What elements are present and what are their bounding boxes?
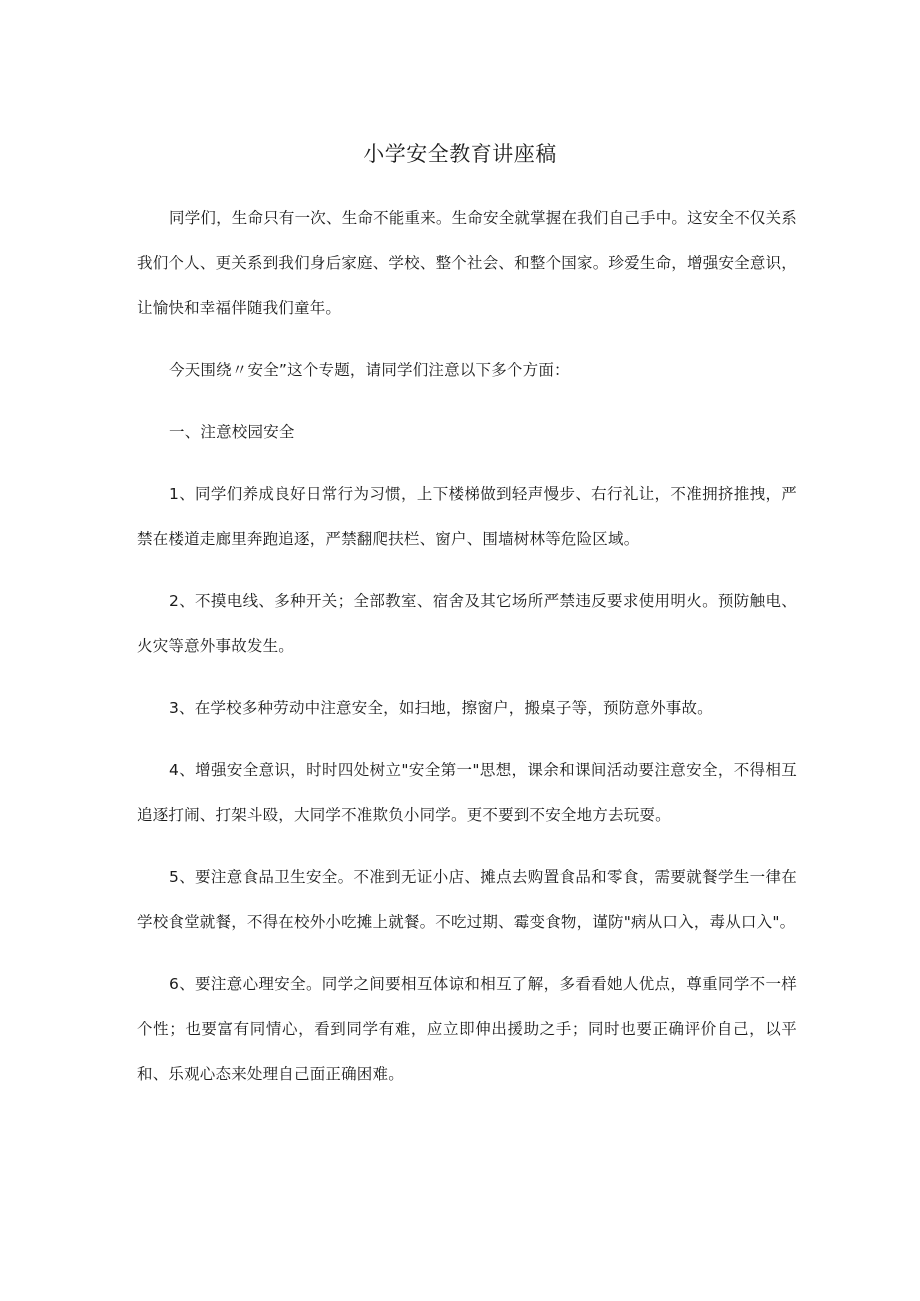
item-1-paragraph: 1、同学们养成良好日常行为习惯，上下楼梯做到轻声慢步、右行礼让，不准拥挤推拽，严禁在楼道走廊里奔跑追逐，严禁翻爬扶栏、窗户、围墙树林等危险区域。 bbox=[137, 485, 797, 548]
topic-paragraph: 今天围绕〃安全”这个专题，请同学们注意以下多个方面： bbox=[169, 361, 570, 379]
item-2-paragraph: 2、不摸电线、多种开关；全部教室、宿舍及其它场所严禁违反要求使用明火。预防触电、火灾等意外事故发生。 bbox=[137, 592, 797, 655]
document-title: 小学安全教育讲座稿 bbox=[363, 142, 557, 166]
section-heading: 一、注意校园安全 bbox=[169, 423, 295, 441]
item-6-paragraph: 6、要注意心理安全。同学之间要相互体谅和相互了解，多看看她人优点，尊重同学不一样个性；也要富有同情心，看到同学有难，应立即伸出援助之手；同时也要正确评价自己，以平和、乐观心态来处理自己面正确困难。 bbox=[137, 975, 797, 1083]
item-5-paragraph: 5、要注意食品卫生安全。不准到无证小店、摊点去购置食品和零食，需要就餐学生一律在学校食堂就餐，不得在校外小吃摊上就餐。不吃过期、霉变食物，谨防"病从口入，毒从口入"。 bbox=[137, 868, 797, 931]
item-3-paragraph: 3、在学校多种劳动中注意安全，如扫地，擦窗户，搬桌子等，预防意外事故。 bbox=[169, 699, 713, 717]
intro-paragraph: 同学们，生命只有一次、生命不能重来。生命安全就掌握在我们自己手中。这安全不仅关系我们个人、更关系到我们身后家庭、学校、整个社会、和整个国家。珍爱生命，增强安全意识，让愉快和幸福伴随我们童年。 bbox=[137, 209, 798, 317]
document-body bbox=[137, 196, 797, 1114]
item-4-paragraph: 4、增强安全意识，时时四处树立"安全第一"思想，课余和课间活动要注意安全，不得相互追逐打闹、打架斗殴，大同学不准欺负小同学。更不要到不安全地方去玩耍。 bbox=[137, 761, 797, 824]
